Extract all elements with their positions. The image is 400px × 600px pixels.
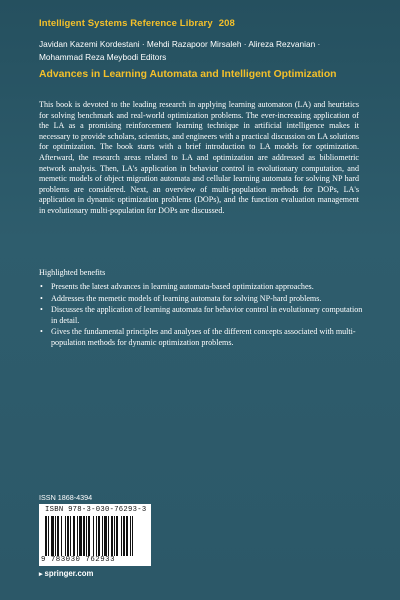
bullet-icon: • — [40, 293, 43, 303]
barcode-bar — [73, 516, 75, 556]
barcode-bar — [132, 516, 133, 556]
highlight-item — [39, 327, 369, 348]
highlights-heading: Highlighted benefits — [39, 268, 106, 277]
barcode-bar — [96, 516, 97, 556]
barcode-bar — [77, 516, 78, 556]
highlight-item — [39, 305, 369, 326]
book-title: Advances in Learning Automata and Intelligent Optimization — [39, 69, 337, 80]
barcode-bar — [111, 516, 113, 556]
barcode-bar — [57, 516, 59, 556]
isbn-label: ISBN 978-3-030-76293-3 — [45, 506, 147, 514]
barcode-bar — [123, 516, 125, 556]
barcode-bar — [79, 516, 82, 556]
publisher-link[interactable] — [39, 569, 93, 578]
barcode-icon — [45, 516, 145, 556]
barcode-bar — [104, 516, 107, 556]
isbn-barcode — [39, 504, 151, 566]
barcode-bar — [126, 516, 128, 556]
publisher-url: springer.com — [44, 569, 94, 578]
barcode-bar — [65, 516, 66, 556]
barcode-bar — [83, 516, 85, 556]
barcode-bar — [108, 516, 109, 556]
editors-role: Editors — [140, 52, 167, 62]
bullet-icon: • — [40, 305, 43, 315]
barcode-bar — [61, 516, 62, 556]
barcode-bar — [55, 516, 56, 556]
series-name: Intelligent Systems Reference Library — [39, 18, 213, 29]
bullet-icon: • — [40, 282, 43, 291]
barcode-bar — [93, 516, 94, 556]
barcode-bar — [45, 516, 47, 556]
book-description: This book is devoted to the leading research in applying learning automaton (LA) and heuristics for solving benchmark and real-world optimization problems. The ever-increasing application of the LA as a promising reinforcement learning technique in artificial intelligence makes it necessary to provide scholars, scientists, and engineers with a practical discussion on LA solutions for optimization. The book starts with a brief introduction to LA models for optimization. Afterward, the research areas related to LA and optimization are addressed as bibliometric network analysis. Then, LA's application in behavior control in evolutionary computation, and memetic models of object migration automata and cellular learning automata for solving NP hard problems are considered. Next, an overview of multi-population methods for DOPs, LA's application in dynamic optimization problems (DOPs), and the function evaluation management in evolutionary multi-population for DOPs are discussed. — [39, 100, 359, 215]
barcode-bar — [98, 516, 100, 556]
editors-line-1: Javidan Kazemi Kordestani · Mehdi Razapoor Mirsaleh · Alireza Rezvanian · — [39, 39, 321, 49]
highlight-item — [39, 294, 369, 305]
highlight-text: Presents the latest advances in learning automata-based optimization approaches. — [51, 282, 314, 291]
bullet-icon: • — [40, 327, 43, 337]
barcode-bar — [70, 516, 71, 556]
barcode-bar — [121, 516, 122, 556]
barcode-bar — [48, 516, 49, 556]
barcode-bar — [114, 516, 115, 556]
highlight-text: Gives the fundamental principles and analyses of the different concepts associated with multi-population methods for dynamic optimization problems. — [51, 327, 356, 347]
editors-line-2 — [39, 51, 369, 64]
editors-block — [39, 38, 369, 64]
highlights-list — [39, 282, 369, 350]
barcode-digits: 9 783030 762933 — [41, 556, 116, 564]
editors-name: Mohammad Reza Meybodi — [39, 52, 139, 62]
arrow-icon: ▸ — [39, 571, 43, 578]
barcode-bar — [86, 516, 87, 556]
barcode-bar — [130, 516, 131, 556]
barcode-bar — [88, 516, 90, 556]
issn-label: ISSN 1868-4394 — [39, 493, 93, 502]
barcode-bar — [102, 516, 103, 556]
highlight-item — [39, 282, 369, 293]
series-header — [39, 18, 235, 29]
highlight-text: Discusses the application of learning automata for behavior control in evolutionary computation in detail. — [51, 305, 363, 325]
barcode-bar — [51, 516, 54, 556]
barcode-bar — [116, 516, 118, 556]
barcode-bar — [67, 516, 69, 556]
highlight-text: Addresses the memetic models of learning automata for solving NP-hard problems. — [51, 293, 322, 303]
series-volume: 208 — [218, 18, 235, 29]
